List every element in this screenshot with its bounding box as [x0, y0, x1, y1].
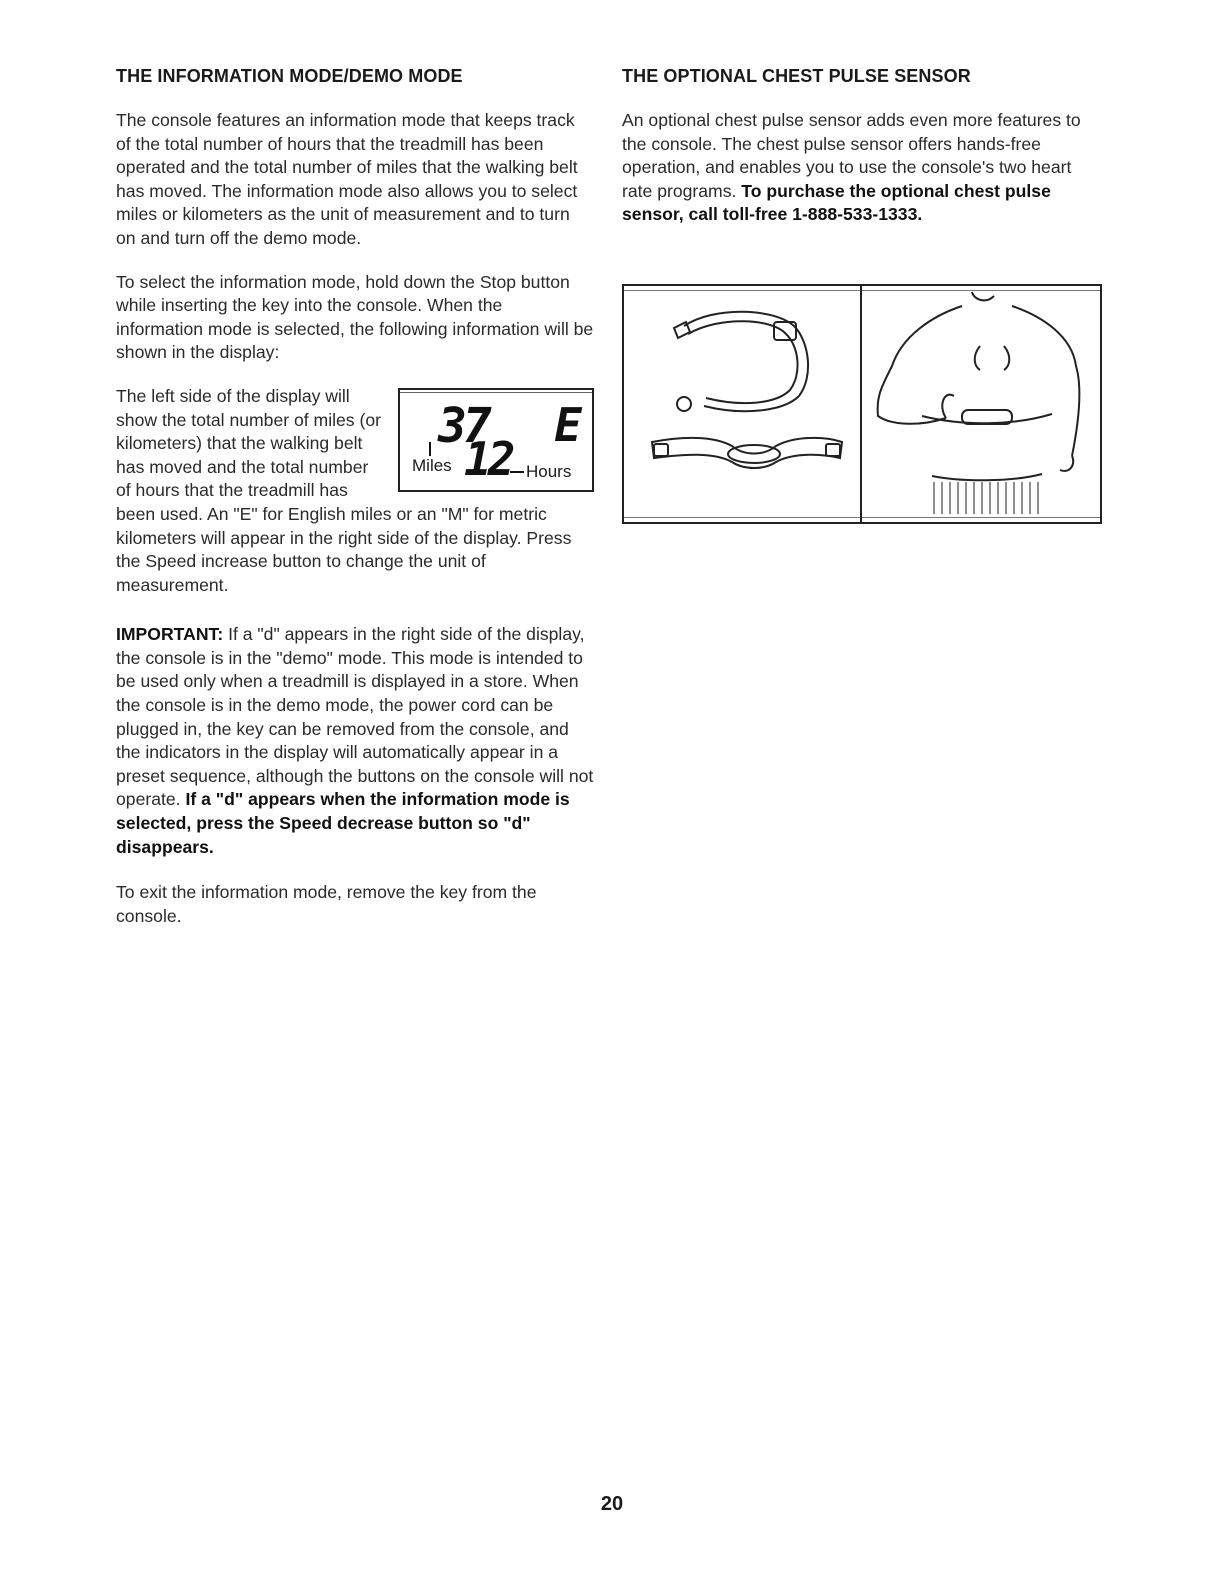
important-body: If a "d" appears in the right side of the display, the console is in the "demo" mode. This mode is intended to be used only when a treadmill is displayed in a store. When the console is in the demo mode, the power cord can be plugged in, the key can be removed from the console, and the indicators in the display will automatically appear in a preset sequence, although the buttons on the console will not operate. — [116, 624, 594, 810]
display-explanation: The left side of the display will show the total number of miles (or kilometers) that the walking belt has moved and the total number of hours that the treadmill has been used. An "E" for English miles or an "M" for metric kilometers will appear in the right side of the display. Press the Speed increase button to change the unit of measurement. — [116, 385, 572, 595]
chest-sensor-figure — [622, 284, 1102, 524]
page-number: 20 — [600, 1493, 624, 1515]
info-mode-intro: The console features an information mode that keeps track of the total number of hours that the treadmill has been operated and the total number of miles that the walking belt has moved. The information mode also allows you to select miles or kilometers as the unit of measurement and to turn on and turn off the demo mode. — [116, 110, 578, 248]
console-display-illustration — [398, 388, 594, 492]
display-miles-label: Miles — [412, 455, 452, 475]
important-note — [116, 623, 594, 859]
info-mode-select-instructions: To select the information mode, hold down the Stop button while inserting the key into the console. When the information mode is selected, the following information will be shown in the display: — [116, 271, 594, 363]
important-label: IMPORTANT: — [116, 624, 224, 645]
chest-sensor-description — [622, 109, 1104, 227]
chest-strap-illustration — [624, 286, 858, 522]
person-wearing-sensor-illustration — [862, 286, 1100, 522]
chest-sensor-heading: THE OPTIONAL CHEST PULSE SENSOR — [622, 66, 971, 86]
display-hours-label: Hours — [510, 462, 571, 482]
display-miles-value: 37 — [438, 397, 488, 454]
miles-pointer — [429, 442, 431, 456]
exit-info-mode: To exit the information mode, remove the key from the console. — [116, 882, 537, 926]
info-mode-heading: THE INFORMATION MODE/DEMO MODE — [116, 66, 463, 86]
display-unit-letter: E — [554, 397, 582, 452]
chest-sensor-body: An optional chest pulse sensor adds even more features to the console. The chest pulse sensor offers hands-free operation, and enables you to use the console's two heart rate programs. — [622, 110, 1081, 201]
display-description — [116, 385, 594, 597]
display-hours-value: 12 — [464, 431, 512, 486]
chest-sensor-purchase: To purchase the optional chest pulse sensor, call toll-free 1-888-533-1333. — [622, 180, 1051, 225]
left-column — [116, 66, 594, 948]
right-column — [622, 66, 1104, 247]
important-bold-instruction: If a "d" appears when the information mode is selected, press the Speed decrease button so "d" disappears. — [116, 789, 570, 857]
